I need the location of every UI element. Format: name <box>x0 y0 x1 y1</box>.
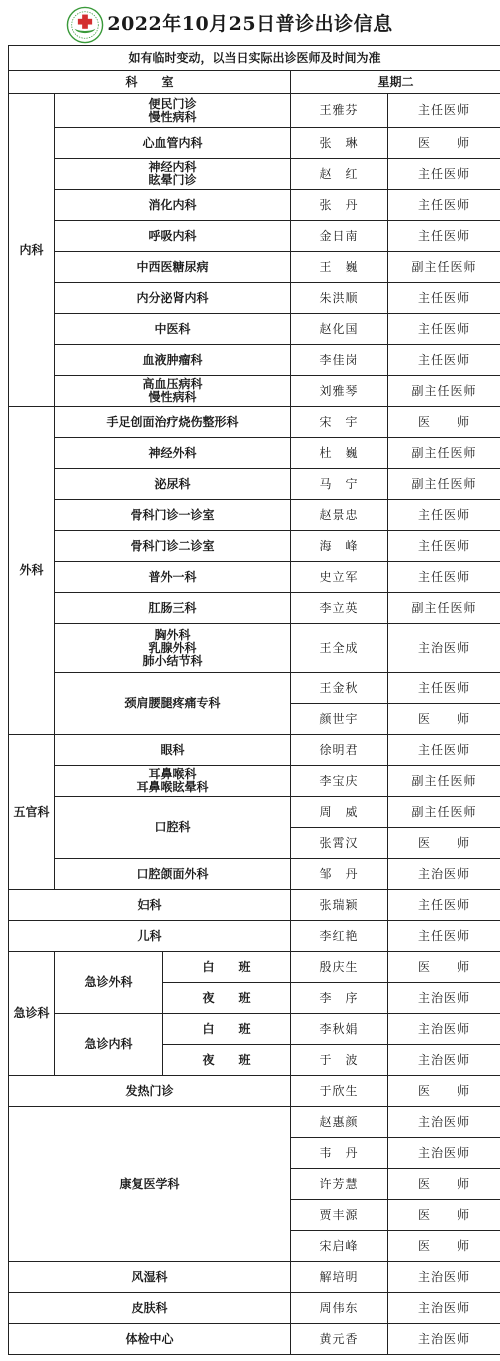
dept-label: 中西医糖尿病 <box>55 252 291 283</box>
doctor-title: 主治医师 <box>388 983 500 1014</box>
doctor-name: 李红艳 <box>291 921 388 952</box>
doctor-title: 主治医师 <box>388 859 500 890</box>
doctor-name: 赵景忠 <box>291 500 388 531</box>
dept-label: 普外一科 <box>55 562 291 593</box>
group-label-jizhen: 急诊科 <box>9 952 55 1076</box>
doctor-title: 主治医师 <box>388 1045 500 1076</box>
notice-text: 如有临时变动，以当日实际出诊医师及时间为准 <box>9 46 500 71</box>
column-header-day: 星期二 <box>291 71 500 94</box>
dept-label: 消化内科 <box>55 190 291 221</box>
dept-label: 呼吸内科 <box>55 221 291 252</box>
doctor-name: 颜世宇 <box>291 704 388 735</box>
dept-label: 胸外科 乳腺外科 肺小结节科 <box>55 624 291 673</box>
doctor-title: 主任医师 <box>388 345 500 376</box>
doctor-name: 宋启峰 <box>291 1231 388 1262</box>
doctor-name: 朱洪顺 <box>291 283 388 314</box>
doctor-title: 主任医师 <box>388 921 500 952</box>
group-label-waike: 外科 <box>9 407 55 735</box>
doctor-title: 主任医师 <box>388 500 500 531</box>
doctor-name: 许芳慧 <box>291 1169 388 1200</box>
doctor-title: 主任医师 <box>388 221 500 252</box>
doctor-title: 医 师 <box>388 952 500 983</box>
doctor-name: 周伟东 <box>291 1293 388 1324</box>
doctor-title: 医 师 <box>388 407 500 438</box>
doctor-name: 王金秋 <box>291 673 388 704</box>
dept-label: 神经内科 眩晕门诊 <box>55 159 291 190</box>
doctor-name: 李 序 <box>291 983 388 1014</box>
dept-label: 妇科 <box>9 890 291 921</box>
doctor-title: 主治医师 <box>388 1262 500 1293</box>
doctor-title: 主任医师 <box>388 562 500 593</box>
doctor-name: 解培明 <box>291 1262 388 1293</box>
doctor-title: 主治医师 <box>388 1138 500 1169</box>
doctor-name: 于欣生 <box>291 1076 388 1107</box>
doctor-title: 主治医师 <box>388 1107 500 1138</box>
doctor-name: 李宝庆 <box>291 766 388 797</box>
doctor-name: 邹 丹 <box>291 859 388 890</box>
doctor-name: 史立军 <box>291 562 388 593</box>
dept-label: 皮肤科 <box>9 1293 291 1324</box>
dept-label: 神经外科 <box>55 438 291 469</box>
header <box>0 0 500 45</box>
doctor-title: 副主任医师 <box>388 593 500 624</box>
dept-label: 体检中心 <box>9 1324 291 1355</box>
dept-label: 中医科 <box>55 314 291 345</box>
dept-label: 急诊内科 <box>55 1014 163 1076</box>
dept-label: 眼科 <box>55 735 291 766</box>
doctor-title: 副主任医师 <box>388 766 500 797</box>
doctor-title: 副主任医师 <box>388 797 500 828</box>
doctor-title: 主任医师 <box>388 314 500 345</box>
doctor-name: 黄元香 <box>291 1324 388 1355</box>
doctor-title: 医 师 <box>388 1200 500 1231</box>
doctor-title: 主任医师 <box>388 890 500 921</box>
dept-label: 骨科门诊一诊室 <box>55 500 291 531</box>
dept-label: 急诊外科 <box>55 952 163 1014</box>
doctor-title: 副主任医师 <box>388 438 500 469</box>
doctor-title: 副主任医师 <box>388 376 500 407</box>
doctor-name: 周 威 <box>291 797 388 828</box>
doctor-name: 李立英 <box>291 593 388 624</box>
doctor-title: 主任医师 <box>388 283 500 314</box>
dept-label: 耳鼻喉科 耳鼻喉眩晕科 <box>55 766 291 797</box>
doctor-title: 主治医师 <box>388 1293 500 1324</box>
doctor-title: 医 师 <box>388 128 500 159</box>
doctor-title: 医 师 <box>388 828 500 859</box>
shift-label: 夜 班 <box>163 983 291 1014</box>
doctor-name: 海 峰 <box>291 531 388 562</box>
doctor-title: 主治医师 <box>388 624 500 673</box>
dept-label: 颈肩腰腿疼痛专科 <box>55 673 291 735</box>
page-title: 2022年10月25日普诊出诊信息 <box>107 13 393 35</box>
doctor-name: 张霄汉 <box>291 828 388 859</box>
dept-label: 手足创面治疗烧伤整形科 <box>55 407 291 438</box>
doctor-name: 张 琳 <box>291 128 388 159</box>
doctor-title: 副主任医师 <box>388 469 500 500</box>
dept-label: 内分泌肾内科 <box>55 283 291 314</box>
doctor-title: 主任医师 <box>388 735 500 766</box>
doctor-name: 贾丰源 <box>291 1200 388 1231</box>
dept-label: 肛肠三科 <box>55 593 291 624</box>
doctor-name: 李秋娟 <box>291 1014 388 1045</box>
doctor-title: 医 师 <box>388 1231 500 1262</box>
dept-label: 风湿科 <box>9 1262 291 1293</box>
dept-label: 儿科 <box>9 921 291 952</box>
dept-label: 口腔颌面外科 <box>55 859 291 890</box>
doctor-name: 宋 宇 <box>291 407 388 438</box>
doctor-name: 赵惠颜 <box>291 1107 388 1138</box>
shift-label: 夜 班 <box>163 1045 291 1076</box>
doctor-name: 刘雅琴 <box>291 376 388 407</box>
doctor-title: 主任医师 <box>388 673 500 704</box>
doctor-name: 赵 红 <box>291 159 388 190</box>
shift-label: 白 班 <box>163 1014 291 1045</box>
doctor-name: 赵化国 <box>291 314 388 345</box>
dept-label: 泌尿科 <box>55 469 291 500</box>
doctor-name: 王 巍 <box>291 252 388 283</box>
doctor-title: 医 师 <box>388 1076 500 1107</box>
doctor-name: 金日南 <box>291 221 388 252</box>
doctor-title: 主任医师 <box>388 531 500 562</box>
doctor-name: 殷庆生 <box>291 952 388 983</box>
doctor-name: 马 宁 <box>291 469 388 500</box>
doctor-name: 王雅芬 <box>291 94 388 128</box>
doctor-name: 韦 丹 <box>291 1138 388 1169</box>
dept-label: 口腔科 <box>55 797 291 859</box>
doctor-title: 主任医师 <box>388 159 500 190</box>
doctor-title: 主任医师 <box>388 190 500 221</box>
dept-label: 骨科门诊二诊室 <box>55 531 291 562</box>
doctor-name: 王全成 <box>291 624 388 673</box>
group-label-neike: 内科 <box>9 94 55 407</box>
dept-label: 高血压病科 慢性病科 <box>55 376 291 407</box>
dept-label: 便民门诊 慢性病科 <box>55 94 291 128</box>
dept-label: 康复医学科 <box>9 1107 291 1262</box>
doctor-name: 李佳岗 <box>291 345 388 376</box>
doctor-title: 副主任医师 <box>388 252 500 283</box>
group-label-wuguan: 五官科 <box>9 735 55 890</box>
dept-label: 血液肿瘤科 <box>55 345 291 376</box>
doctor-name: 杜 巍 <box>291 438 388 469</box>
column-header-dept: 科 室 <box>9 71 291 94</box>
doctor-name: 张 丹 <box>291 190 388 221</box>
shift-label: 白 班 <box>163 952 291 983</box>
doctor-name: 徐明君 <box>291 735 388 766</box>
doctor-title: 主治医师 <box>388 1014 500 1045</box>
doctor-name: 张瑞颖 <box>291 890 388 921</box>
schedule-table <box>8 45 500 1355</box>
dept-label: 发热门诊 <box>9 1076 291 1107</box>
doctor-name: 于 波 <box>291 1045 388 1076</box>
doctor-title: 医 师 <box>388 704 500 735</box>
doctor-title: 医 师 <box>388 1169 500 1200</box>
dept-label: 心血管内科 <box>55 128 291 159</box>
doctor-title: 主治医师 <box>388 1324 500 1355</box>
doctor-title: 主任医师 <box>388 94 500 128</box>
